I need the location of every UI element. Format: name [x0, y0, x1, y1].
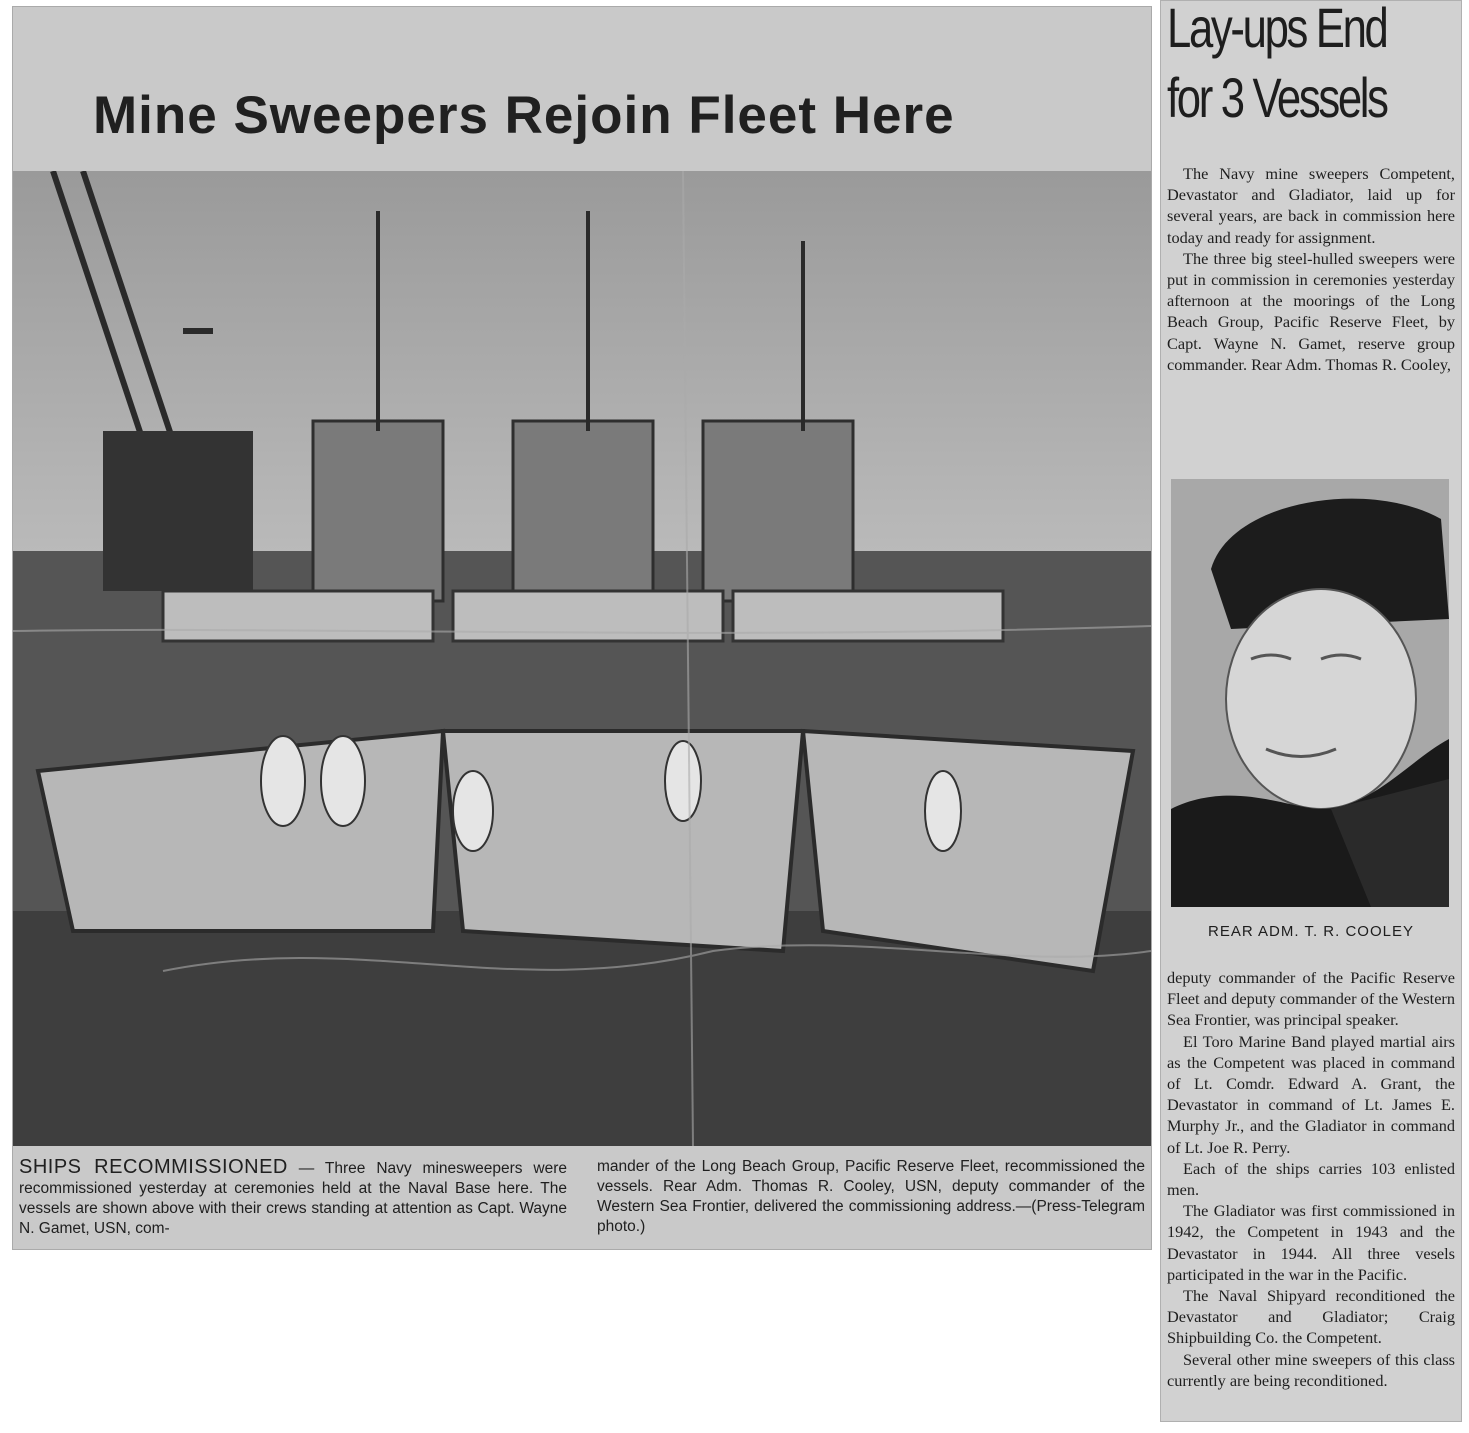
side-headline: [1167, 0, 1457, 133]
portrait-caption: REAR ADM. T. R. COOLEY: [1208, 923, 1414, 940]
side-headline-line-2: for 3 Vessels: [1167, 66, 1387, 129]
paragraph: deputy commander of the Pacific Reserve Fleet and deputy commander of the Western Sea Frontier, was principal speaker.: [1167, 968, 1455, 1030]
caption-text-1: — Three Navy minesweepers were recommissioned yesterday at ceremonies held at the Naval Base here. The vessels are shown above with their crews standing at attention as Capt. Wayne N. Gamet, USN, com-: [19, 1160, 568, 1237]
photo-caption: [19, 1157, 1147, 1245]
side-article-clipping: [1160, 0, 1462, 1422]
paragraph: El Toro Marine Band played martial airs as the Competent was placed in command of Lt. Comdr. Edward A. Grant, the Devastator in command of Lt. James E. Murphy Jr., and the Gladiator in command of Lt. Joe R. Perry.: [1167, 1031, 1455, 1157]
caption-lead: SHIPS RECOMMISSIONED: [19, 1156, 288, 1178]
paragraph: The Navy mine sweepers Competent, Devastator and Gladiator, laid up for several years, are back in commission here today and ready for assignment.: [1167, 164, 1455, 247]
article-body-top: [1167, 163, 1455, 473]
cooley-portrait: [1171, 479, 1449, 907]
article-body-bottom: [1167, 967, 1455, 1417]
side-headline-line-1: Lay-ups End: [1167, 0, 1387, 59]
paragraph: Several other mine sweepers of this class currently are being reconditioned.: [1167, 1349, 1455, 1390]
caption-text-2: mander of the Long Beach Group, Pacific Reserve Fleet, recommissioned the vessels. Rear Adm. Thomas R. Cooley, USN, deputy commander of the Western Sea Frontier, delivered the commissioning address.—(Press-Telegram photo.): [597, 1158, 1145, 1235]
ships-illustration: [13, 171, 1151, 1146]
caption-column-1: [19, 1157, 567, 1239]
paragraph: The Gladiator was first commissioned in 1942, the Competent in 1943 and the Devastator in 1944. All three vesels participated in the war in the Pacific.: [1167, 1201, 1455, 1284]
paragraph: The Naval Shipyard reconditioned the Devastator and Gladiator; Craig Shipbuilding Co. the Competent.: [1167, 1286, 1455, 1348]
main-headline: Mine Sweepers Rejoin Fleet Here: [93, 86, 955, 145]
paragraph: Each of the ships carries 103 enlisted men.: [1167, 1158, 1455, 1200]
portrait-illustration: [1171, 479, 1449, 907]
main-article-clipping: [12, 6, 1152, 1250]
paragraph: The three big steel-hulled sweepers were put in commission in ceremonies yesterday afternoon at the moorings of the Long Beach Group, Pacific Reserve Fleet, by Capt. Wayne N. Gamet, reserve group commander. Rear Adm. Thomas R. Cooley,: [1167, 248, 1455, 374]
caption-column-2: [597, 1157, 1145, 1237]
minesweepers-photo: [13, 171, 1151, 1146]
